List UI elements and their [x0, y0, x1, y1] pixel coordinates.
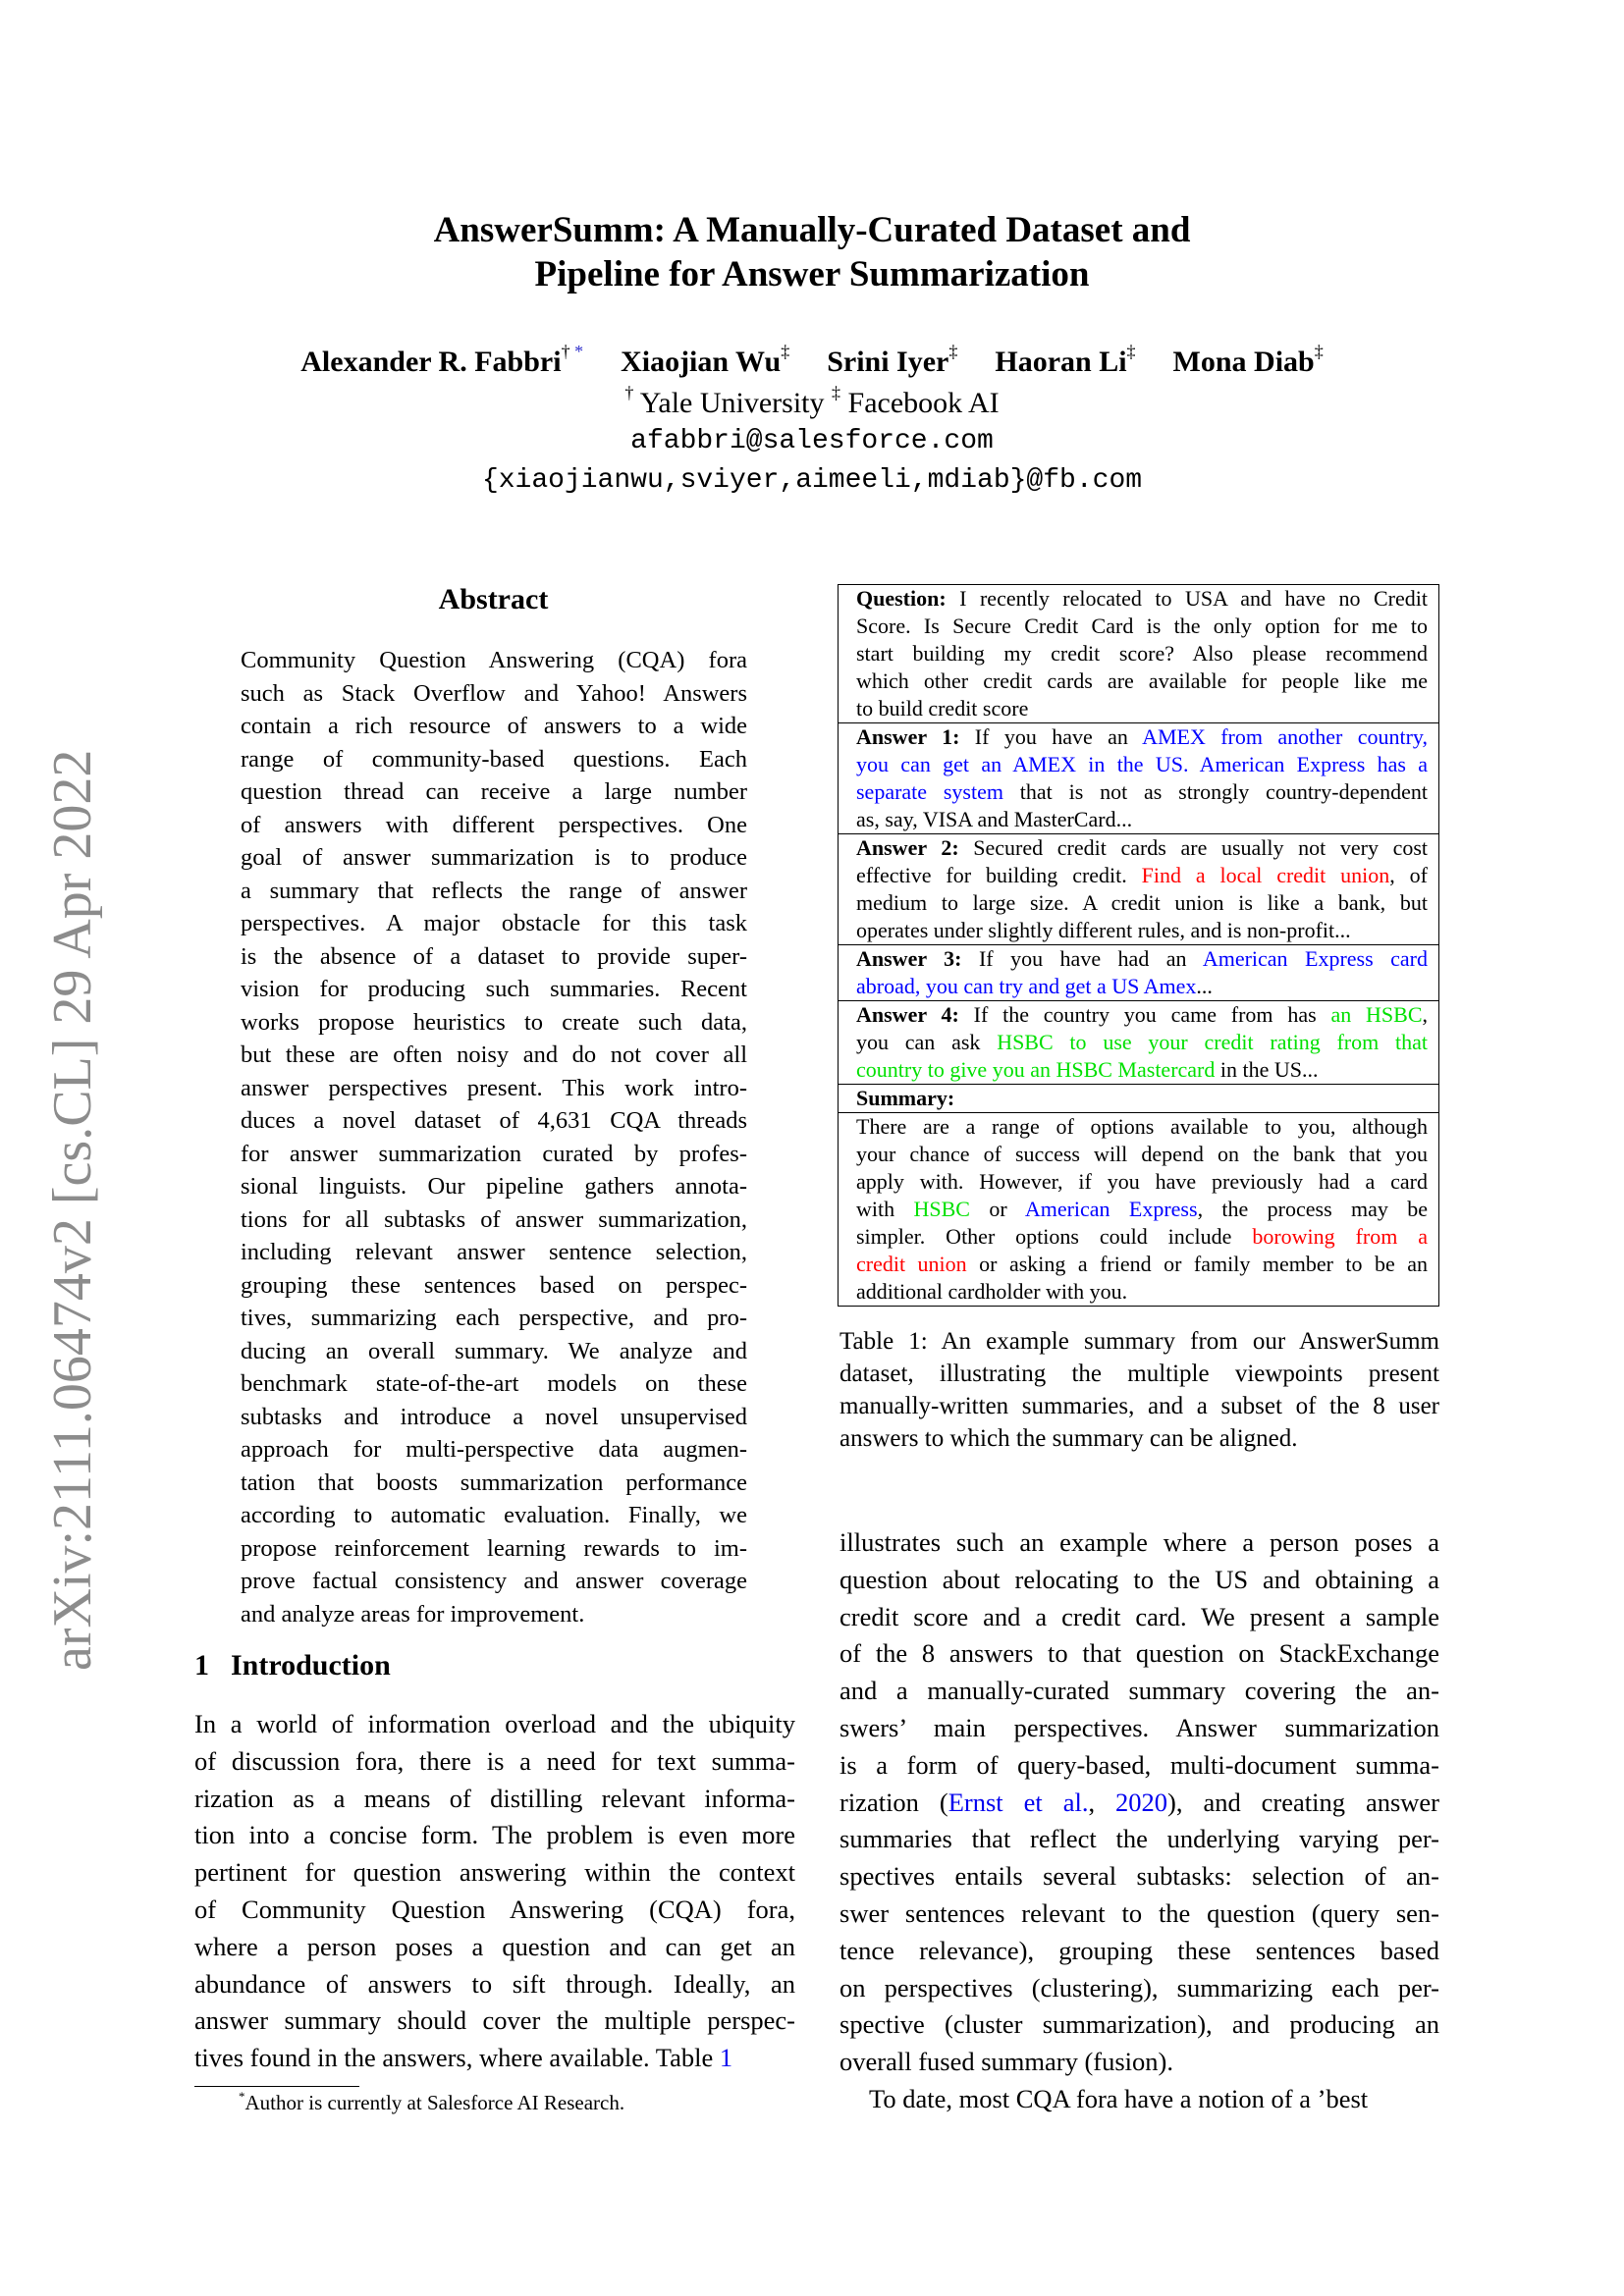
text-line [856, 1278, 1428, 1306]
text-line: contain a rich resource of answers to a wide [241, 713, 747, 739]
author-name: Srini Iyer [827, 346, 949, 378]
row-label: Answer 4: [856, 1002, 959, 1027]
text-line: goal of answer summarization is to produce [241, 844, 747, 871]
affiliation-mark: ‡ [1126, 342, 1136, 361]
text-line [839, 1970, 1439, 2007]
text-line: sional linguists. Our pipeline gathers annota- [241, 1173, 747, 1200]
highlighted-span: Find a local credit union [1141, 863, 1390, 887]
text-line [856, 945, 1428, 973]
table-row-answer-1 [839, 722, 1438, 833]
text-line: and analyze areas for improvement. [241, 1600, 585, 1628]
highlighted-span: an HSBC [1330, 1002, 1423, 1027]
text-line: ducing an overall summary. We analyze and [241, 1337, 747, 1364]
text-span: with [856, 1197, 914, 1221]
highlighted-span: you can get an AMEX in the US. American Express has a [856, 752, 1428, 776]
text-span: , [1422, 1002, 1429, 1027]
text-line [839, 1562, 1439, 1599]
text-line [839, 1858, 1439, 1896]
text-line [856, 862, 1428, 889]
text-line [856, 1113, 1428, 1141]
highlighted-span: abroad, you can try and get a US Amex [856, 974, 1197, 998]
row-label: Answer 2: [856, 835, 959, 860]
abstract-heading: Abstract [438, 583, 549, 615]
highlighted-span: HSBC [913, 1197, 970, 1221]
author [995, 342, 1136, 378]
text-line [194, 1781, 795, 1818]
text-line: approach for multi-perspective data augmen- [241, 1436, 747, 1463]
text-span: ... [1196, 974, 1213, 998]
paper-title [0, 208, 1624, 296]
text-line: duces a novel dataset of 4,631 CQA threads [241, 1107, 747, 1134]
text-line [856, 613, 1428, 640]
text-line [856, 1251, 1428, 1278]
text-line [839, 1747, 1439, 1785]
text-span: as, say, VISA and MasterCard... [856, 807, 1133, 831]
text-line [856, 1196, 1428, 1223]
citation-link[interactable]: 2020 [1115, 1787, 1168, 1817]
footnote-marker-link[interactable]: * [569, 342, 584, 361]
text-span: start building my credit score? Also please recommend [856, 641, 1428, 666]
text-line [856, 834, 1428, 862]
text-span: I recently relocated to USA and have no Credit [946, 586, 1428, 611]
text-line [839, 1710, 1439, 1747]
text-line [839, 1673, 1439, 1710]
table-row-answer-3 [839, 944, 1438, 1000]
title-line: Pipeline for Answer Summarization [534, 254, 1090, 294]
text-span: your chance of success will depend on the bank that you [856, 1142, 1428, 1166]
highlighted-span: country to give you an HSBC Mastercard [856, 1057, 1216, 1082]
text-span: swer sentences relevant to the question (query sen- [839, 1897, 1439, 1928]
text-line [839, 1524, 1439, 1562]
author [300, 342, 584, 378]
table-row-answer-4 [839, 1000, 1438, 1084]
table-row-summary [839, 1112, 1438, 1306]
affiliations [0, 383, 1624, 420]
section-number: 1 [194, 1649, 209, 1682]
text-line: vision for producing such summaries. Recent [241, 976, 747, 1002]
highlighted-span: credit union [856, 1252, 967, 1276]
text-line [856, 1141, 1428, 1168]
text-span: swers’ main perspectives. Answer summarization [839, 1712, 1439, 1742]
highlighted-span: separate system [856, 779, 1003, 804]
affiliation-mark: ‡ [832, 383, 841, 402]
email-line: afabbri@salesforce.com [630, 426, 994, 456]
text-line [856, 1001, 1428, 1029]
affiliation-mark: ‡ [781, 342, 790, 361]
text-line: perspectives. A major obstacle for this task [241, 910, 747, 936]
text-line [856, 1168, 1428, 1196]
text-span: rization ( [839, 1787, 948, 1817]
text-line [856, 723, 1428, 751]
text-line: grouping these sentences based on perspec- [241, 1271, 747, 1299]
affiliation-mark: † [624, 383, 634, 402]
text-span: tion into a concise form. The problem is even more [194, 1820, 795, 1850]
table-row-answer-2 [839, 833, 1438, 944]
text-line [856, 695, 1428, 722]
text-line [856, 667, 1428, 695]
affiliation-facebook: Facebook AI [847, 387, 1000, 419]
author [1172, 342, 1324, 378]
text-span: and a manually-curated summary covering the an- [839, 1676, 1439, 1706]
text-line: but these are often noisy and do not cover all [241, 1041, 747, 1068]
affiliation-mark: ‡ [948, 342, 958, 361]
row-label: Question: [856, 586, 947, 611]
text-line [839, 1599, 1439, 1636]
table-caption [839, 1325, 1439, 1455]
author [827, 342, 958, 378]
highlighted-span: AMEX from another country, [1142, 724, 1429, 749]
text-span: In a world of information overload and the ubiquity [194, 1709, 795, 1738]
text-line [856, 1223, 1428, 1251]
text-line [856, 806, 1428, 833]
text-line: subtasks and introduce a novel unsupervised [241, 1403, 747, 1430]
author-list [0, 342, 1624, 379]
example-table [838, 584, 1439, 1307]
text-line: such as Stack Overflow and Yahoo! Answers [241, 679, 747, 707]
highlighted-span: American Express card [1202, 946, 1428, 971]
text-line: tation that boosts summarization performance [241, 1468, 747, 1496]
text-line: for answer summarization curated by profes- [241, 1140, 747, 1167]
text-line [194, 1743, 795, 1781]
text-line [839, 1896, 1439, 1933]
text-span: effective for building credit. [856, 863, 1142, 887]
text-span: apply with. However, if you have previously had a card [856, 1169, 1428, 1194]
text-span: you can ask [856, 1030, 998, 1054]
text-line [194, 2002, 795, 2040]
text-span: If you have had an [961, 946, 1203, 971]
footnote-divider [194, 2086, 359, 2087]
text-line [856, 778, 1428, 806]
text-line [856, 973, 1428, 1000]
text-line [194, 1817, 795, 1854]
text-line [856, 751, 1428, 778]
affiliation-yale: Yale University [639, 387, 825, 419]
author-name: Alexander R. Fabbri [300, 346, 562, 378]
affiliation-mark: † [561, 342, 570, 361]
text-span: If you have an [959, 724, 1143, 749]
author-name: Xiaojian Wu [621, 346, 782, 378]
text-line [856, 917, 1428, 944]
highlighted-span: HSBC to use your credit rating from that [997, 1030, 1428, 1054]
text-line [839, 1785, 1439, 1822]
text-span: tives found in the answers, where available. Table [194, 2043, 720, 2073]
text-line: answers to which the summary can be aligned. [839, 1425, 1298, 1452]
text-line [194, 1929, 795, 1966]
text-line [856, 585, 1428, 613]
text-line: is the absence of a dataset to provide super- [241, 942, 747, 970]
text-line: tions for all subtasks of answer summarization, [241, 1205, 747, 1233]
text-line [194, 2040, 795, 2077]
citation-link[interactable]: 1 [719, 2043, 733, 2073]
text-line [194, 1966, 795, 2003]
author-name: Haoran Li [995, 346, 1127, 378]
text-span: that is not as strongly country-dependent [1002, 779, 1428, 804]
text-line [856, 640, 1428, 667]
text-span: illustrates such an example where a person poses a [839, 1527, 1439, 1557]
footnote [239, 2091, 624, 2115]
title-line: AnswerSumm: A Manually-Curated Dataset and [433, 210, 1191, 250]
text-span: operates under slightly different rules, and is non-profit... [856, 918, 1351, 942]
highlighted-span: borowing from a [1252, 1224, 1428, 1249]
footnote-text: Author is currently at Salesforce AI Research. [244, 2091, 625, 2114]
text-span: summaries that reflect the underlying varying per- [839, 1824, 1439, 1854]
text-line: tives, summarizing each perspective, and pro- [241, 1305, 747, 1331]
introduction-body [194, 1706, 795, 2077]
text-line [856, 1056, 1428, 1084]
row-label: Answer 1: [856, 724, 960, 749]
affiliation-mark: ‡ [1314, 342, 1324, 361]
text-line [839, 2006, 1439, 2044]
citation-link[interactable]: Ernst et al. [947, 1787, 1089, 1817]
highlighted-span: American Express [1024, 1197, 1198, 1221]
text-line [839, 2044, 1439, 2081]
text-span: on perspectives (clustering), summarizing each per- [839, 1972, 1439, 2002]
text-span: , of [1389, 863, 1429, 887]
arxiv-identifier-watermark: arXiv:2111.06474v2 [cs.CL] 29 Apr 2022 [42, 749, 103, 1671]
text-span: Score. Is Secure Credit Card is the only option for me to [856, 614, 1428, 638]
text-span: Secured credit cards are usually not very cost [958, 835, 1429, 860]
text-span: medium to large size. A credit union is like a bank, but [856, 890, 1428, 915]
text-line: Community Question Answering (CQA) fora [241, 647, 747, 673]
text-line [856, 889, 1428, 917]
text-line: a summary that reflects the range of answer [241, 877, 747, 904]
text-span: or asking a friend or family member to be an [966, 1252, 1428, 1276]
text-span: If the country you came from has [958, 1002, 1331, 1027]
text-span: where a person poses a question and can get an [194, 1931, 795, 1961]
author-name: Mona Diab [1172, 346, 1315, 378]
text-span: of discussion fora, there is a need for text summa- [194, 1745, 795, 1776]
text-line [856, 1029, 1428, 1056]
text-span: of Community Question Answering (CQA) fora, [194, 1894, 795, 1924]
row-label: Summary: [856, 1086, 955, 1110]
text-span: rization as a means of distilling relevant informa- [194, 1783, 795, 1813]
text-span: There are a range of options available to you, although [856, 1114, 1428, 1139]
text-line [194, 1854, 795, 1892]
text-line: including relevant answer sentence selection, [241, 1239, 747, 1265]
text-span: credit score and a credit card. We present a sample [839, 1601, 1439, 1631]
text-span: abundance of answers to sift through. Ideally, an [194, 1968, 795, 1999]
text-line: benchmark state-of-the-art models on these [241, 1370, 747, 1397]
text-line: range of community-based questions. Each [241, 745, 747, 773]
section-title: Introduction [231, 1649, 391, 1682]
section-heading-introduction [194, 1649, 391, 1682]
text-span: to build credit score [856, 696, 1029, 721]
text-span: additional cardholder with you. [856, 1279, 1128, 1304]
text-span: spective (cluster summarization), and producing an [839, 2009, 1439, 2040]
text-line [839, 1933, 1439, 1970]
text-line: question thread can receive a large number [241, 778, 747, 805]
text-line [194, 1706, 795, 1743]
text-span: , [1088, 1787, 1116, 1817]
right-column-body [839, 1524, 1439, 2118]
text-line [194, 1892, 795, 1929]
text-line: dataset, illustrating the multiple viewpoints present [839, 1361, 1439, 1387]
text-span: pertinent for question answering within the context [194, 1857, 795, 1888]
text-line [839, 1635, 1439, 1673]
text-line: according to automatic evaluation. Finally, we [241, 1502, 747, 1528]
row-label: Answer 3: [856, 946, 962, 971]
abstract-body [241, 644, 747, 1630]
text-span: which other credit cards are available for people like me [856, 668, 1428, 693]
text-span: overall fused summary (fusion). [839, 2047, 1173, 2077]
text-span: question about relocating to the US and obtaining a [839, 1564, 1439, 1594]
text-line [839, 1821, 1439, 1858]
table-row-question [839, 585, 1438, 722]
text-line: manually-written summaries, and a subset of the 8 user [839, 1393, 1439, 1419]
text-span: answer summary should cover the multiple perspec- [194, 2005, 795, 2036]
email-line: {xiaojianwu,sviyer,aimeeli,mdiab}@fb.com [481, 465, 1143, 496]
text-line: Table 1: An example summary from our AnswerSumm [839, 1328, 1439, 1355]
text-span: is a form of query-based, multi-document summa- [839, 1749, 1439, 1780]
text-span: of the 8 answers to that question on StackExchange [839, 1638, 1439, 1669]
text-span: ), and creating answer [1167, 1787, 1440, 1817]
table-row-summary-header [839, 1084, 1438, 1112]
text-span: tence relevance), grouping these sentences based [839, 1935, 1439, 1965]
text-line: answer perspectives present. This work intro- [241, 1074, 747, 1101]
text-line [856, 1085, 1428, 1112]
text-line: of answers with different perspectives. One [241, 811, 747, 838]
text-line: propose reinforcement learning rewards to im- [241, 1534, 747, 1562]
text-line: To date, most CQA fora have a notion of a ’best [869, 2083, 1369, 2113]
text-line: prove factual consistency and answer coverage [241, 1568, 747, 1594]
text-span: spectives entails several subtasks: selection of an- [839, 1861, 1439, 1892]
text-span: in the US... [1215, 1057, 1319, 1082]
text-span: simpler. Other options could include [856, 1224, 1253, 1249]
text-span: , the process may be [1197, 1197, 1428, 1221]
author [621, 342, 790, 378]
text-span: or [969, 1197, 1025, 1221]
footnote-mark: * [239, 2089, 245, 2104]
text-line: works propose heuristics to create such data, [241, 1008, 747, 1036]
